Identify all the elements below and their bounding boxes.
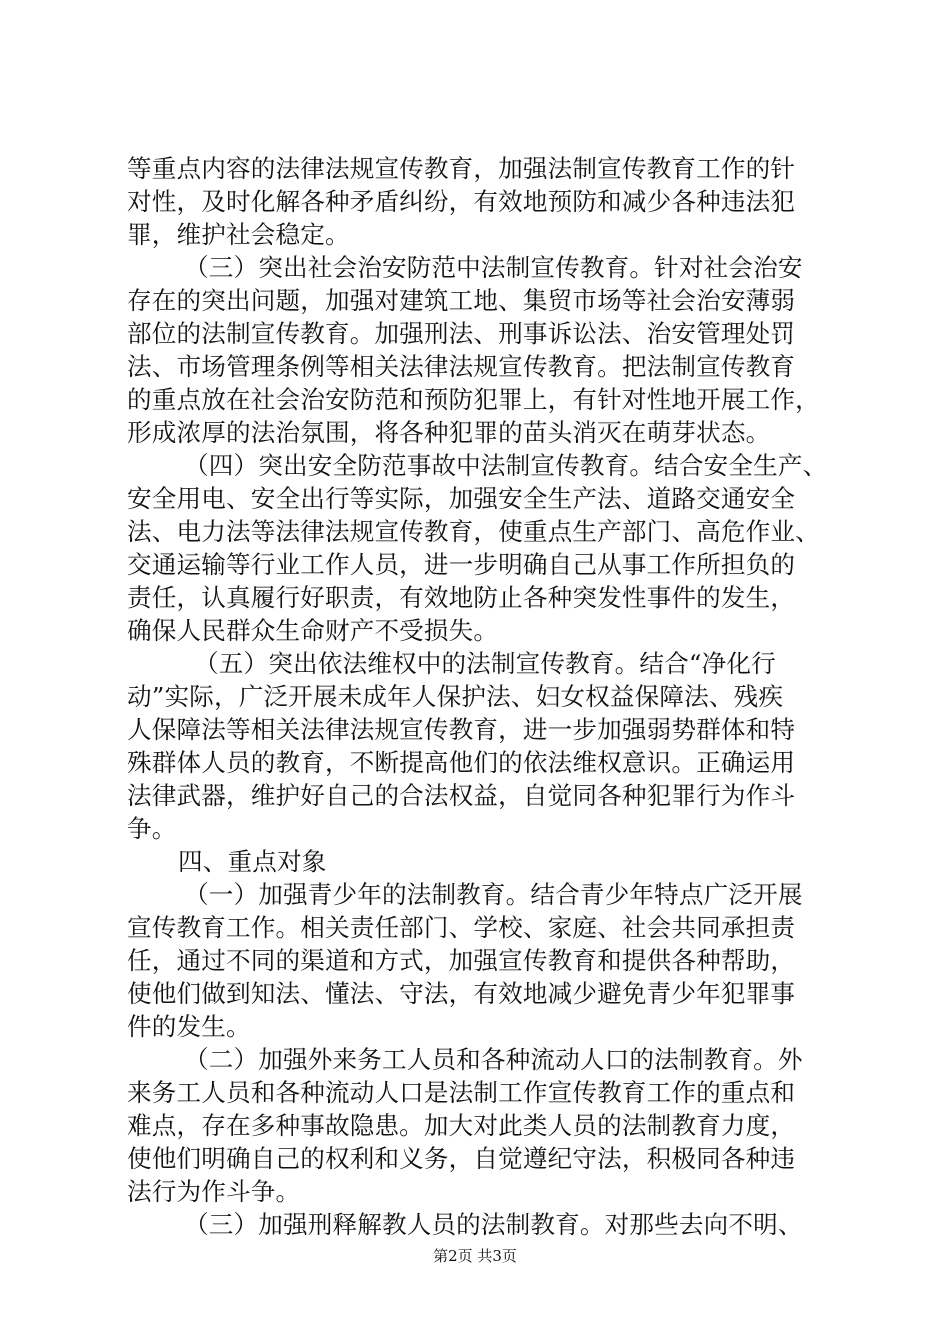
text-line: 来务工人员和各种流动人口是法制工作宣传教育工作的重点和 [127,1078,796,1107]
text-line: （五）突出依法维权中的法制宣传教育。结合“净化行 [194,649,776,678]
text-line: 动”实际，广泛开展未成年人保护法、妇女权益保障法、残疾 [127,682,784,711]
text-line: 罪，维护社会稳定。 [127,220,350,249]
text-line: 安全用电、安全出行等实际，加强安全生产法、道路交通安全 [127,484,796,513]
text-line: 法律武器，维护好自己的合法权益，自觉同各种犯罪行为作斗 [127,781,796,810]
text-line: （一）加强青少年的法制教育。结合青少年特点广泛开展 [184,880,803,909]
text-line: 件的发生。 [127,1012,251,1041]
text-line: 人保障法等相关法律法规宣传教育，进一步加强弱势群体和特 [127,715,796,744]
text-line: 存在的突出问题，加强对建筑工地、集贸市场等社会治安薄弱 [127,286,796,315]
text-line: 部位的法制宣传教育。加强刑法、刑事诉讼法、治安管理处罚 [127,319,796,348]
text-line: 宣传教育工作。相关责任部门、学校、家庭、社会共同承担责 [127,913,796,942]
text-line: 法行为作斗争。 [127,1177,301,1206]
text-line: 等重点内容的法律法规宣传教育，加强法制宣传教育工作的针 [127,154,796,183]
text-line: 形成浓厚的法治氛围，将各种犯罪的苗头消灭在萌芽状态。 [127,418,771,447]
text-line: 交通运输等行业工作人员，进一步明确自己从事工作所担负的 [127,550,796,579]
text-line: 法、市场管理条例等相关法律法规宣传教育。把法制宣传教育 [127,352,796,381]
text-line: （三）突出社会治安防范中法制宣传教育。针对社会治安 [184,253,803,282]
text-line: （三）加强刑释解教人员的法制教育。对那些去向不明、 [184,1210,803,1239]
text-line: 法、电力法等法律法规宣传教育，使重点生产部门、高危作业、 [127,517,820,546]
text-line: 的重点放在社会治安防范和预防犯罪上，有针对性地开展工作， [127,385,820,414]
section-heading: 四、重点对象 [178,847,327,876]
page-number-footer: 第2页 共3页 [433,1247,517,1265]
text-line: （四）突出安全防范事故中法制宣传教育。结合安全生产、 [184,451,828,480]
text-line: 任，通过不同的渠道和方式，加强宣传教育和提供各种帮助， [127,946,796,975]
text-line: 使他们明确自己的权利和义务，自觉遵纪守法，积极同各种违 [127,1144,796,1173]
text-line: 责任，认真履行好职责，有效地防止各种突发性事件的发生， [127,583,796,612]
text-line: 殊群体人员的教育，不断提高他们的依法维权意识。正确运用 [127,748,796,777]
text-line: 难点，存在多种事故隐患。加大对此类人员的法制教育力度， [127,1111,796,1140]
text-line: （二）加强外来务工人员和各种流动人口的法制教育。外 [184,1045,803,1074]
text-line: 确保人民群众生命财产不受损失。 [127,616,499,645]
text-line: 使他们做到知法、懂法、守法，有效地减少避免青少年犯罪事 [127,979,796,1008]
text-line: 争。 [127,814,177,843]
text-line: 对性，及时化解各种矛盾纠纷，有效地预防和减少各种违法犯 [127,187,796,216]
